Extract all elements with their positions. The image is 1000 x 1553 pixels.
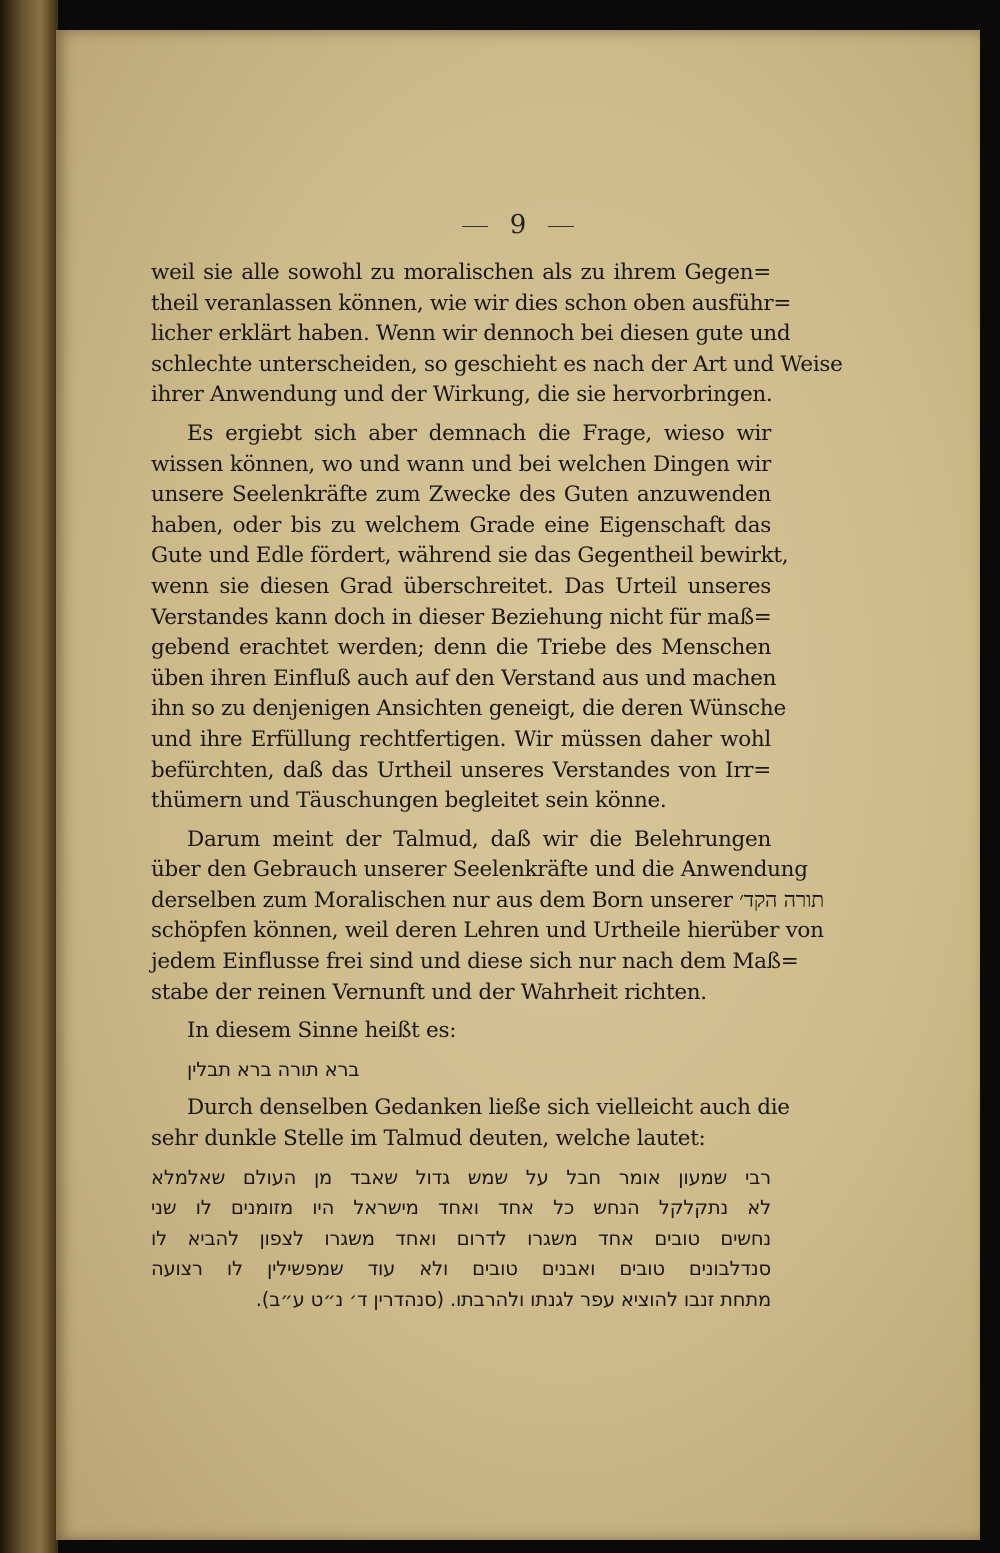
page-number-value: 9 [509, 210, 527, 240]
text-line: theil veranlassen können, wie wir dies schon oben ausführ= [151, 290, 792, 316]
paragraph-gap [151, 1008, 771, 1016]
hebrew-text: ברא תורה ברא תבלין [187, 1057, 360, 1081]
dash-left [462, 226, 488, 227]
text-line: stabe der reinen Vernunft und der Wahrheit richten. [151, 979, 707, 1005]
text-line: über den Gebrauch unserer Seelenkräfte und die Anwendung [151, 857, 808, 883]
book-page [56, 30, 980, 1540]
text-line: wissen können, wo und wann und bei welchen Dingen wir [151, 451, 771, 477]
text-line: schöpfen können, weil deren Lehren und Urtheile hierüber von [151, 918, 824, 944]
paragraph-gap [151, 817, 771, 825]
text-line: Darum meint der Talmud, daß wir die Belehrungen [187, 826, 771, 852]
text-line: schlechte unterscheiden, so geschieht es nach der Art und Weise [151, 351, 843, 377]
text-line: üben ihren Einfluß auch auf den Verstand aus und machen [151, 665, 777, 691]
text-line: licher erklärt haben. Wenn wir dennoch bei diesen gute und [151, 321, 791, 347]
paragraph-gap [151, 1155, 771, 1163]
text-line: und ihre Erfüllung rechtfertigen. Wir müssen daher wohl [151, 726, 771, 752]
text-line: haben, oder bis zu welchem Grade eine Eigenschaft das [151, 512, 771, 538]
dash-right [548, 226, 574, 227]
text-line: weil sie alle sowohl zu moralischen als zu ihrem Gegen= [151, 260, 771, 285]
book-spine [0, 0, 58, 1553]
text-line: jedem Einflusse frei sind und diese sich nur nach dem Maß= [151, 949, 799, 975]
hebrew-line: סנדלבונים טובים ואבנים טובים ולא עוד שמפשילין לו רצועה [151, 1257, 771, 1281]
text-line: In diesem Sinne heißt es: [187, 1018, 457, 1044]
paragraph-gap [151, 1047, 771, 1055]
body-text [151, 258, 843, 1316]
hebrew-line: רבי שמעון אומר חבל על שמש גדול שאבד מן העולם שאלמלא [151, 1165, 771, 1189]
hebrew-line: מתחת זנבו להוציא עפר לגנתו ולהרבתו. (סנהדרין ד׳ נ״ט ע״ב). [255, 1288, 771, 1311]
text-line: ihrer Anwendung und der Wirkung, die sie hervorbringen. [151, 382, 773, 408]
text-line: gebend erachtet werden; denn die Triebe des Menschen [151, 635, 771, 661]
text-line: Gute und Edle fördert, während sie das Gegentheil bewirkt, [151, 543, 789, 569]
paragraph-gap [151, 1085, 771, 1093]
text-line: Es ergiebt sich aber demnach die Frage, wieso wir [187, 420, 771, 446]
text-line: thümern und Täuschungen begleitet sein könne. [151, 788, 667, 814]
hebrew-line: לא נתקלקל הנחש כל אחד ואחד מישראל היו מזומנים לו שני [151, 1196, 771, 1220]
text-line: Durch denselben Gedanken ließe sich vielleicht auch die [187, 1095, 790, 1121]
hebrew-quote-short [151, 1055, 771, 1086]
text-line: unsere Seelenkräfte zum Zwecke des Guten anzuwenden [151, 482, 771, 508]
hebrew-line: נחשים טובים אחד משגרו לדרום ואחד משגרו לצפון להביא לו [151, 1226, 771, 1250]
text-line: Verstandes kann doch in dieser Beziehung nicht für maß= [151, 604, 772, 630]
text-line: wenn sie diesen Grad überschreitet. Das Urteil unseres [151, 573, 771, 599]
text-line: ihn so zu denjenigen Ansichten geneigt, die deren Wünsche [151, 696, 786, 722]
page-number [56, 210, 980, 240]
paragraph-gap [151, 411, 771, 419]
text-line: derselben zum Moralischen nur aus dem Born unserer תורה הקד׳ [151, 887, 824, 913]
text-line: sehr dunkle Stelle im Talmud deuten, welche lautet: [151, 1126, 706, 1152]
text-line: befürchten, daß das Urtheil unseres Verstandes von Irr= [151, 757, 771, 783]
